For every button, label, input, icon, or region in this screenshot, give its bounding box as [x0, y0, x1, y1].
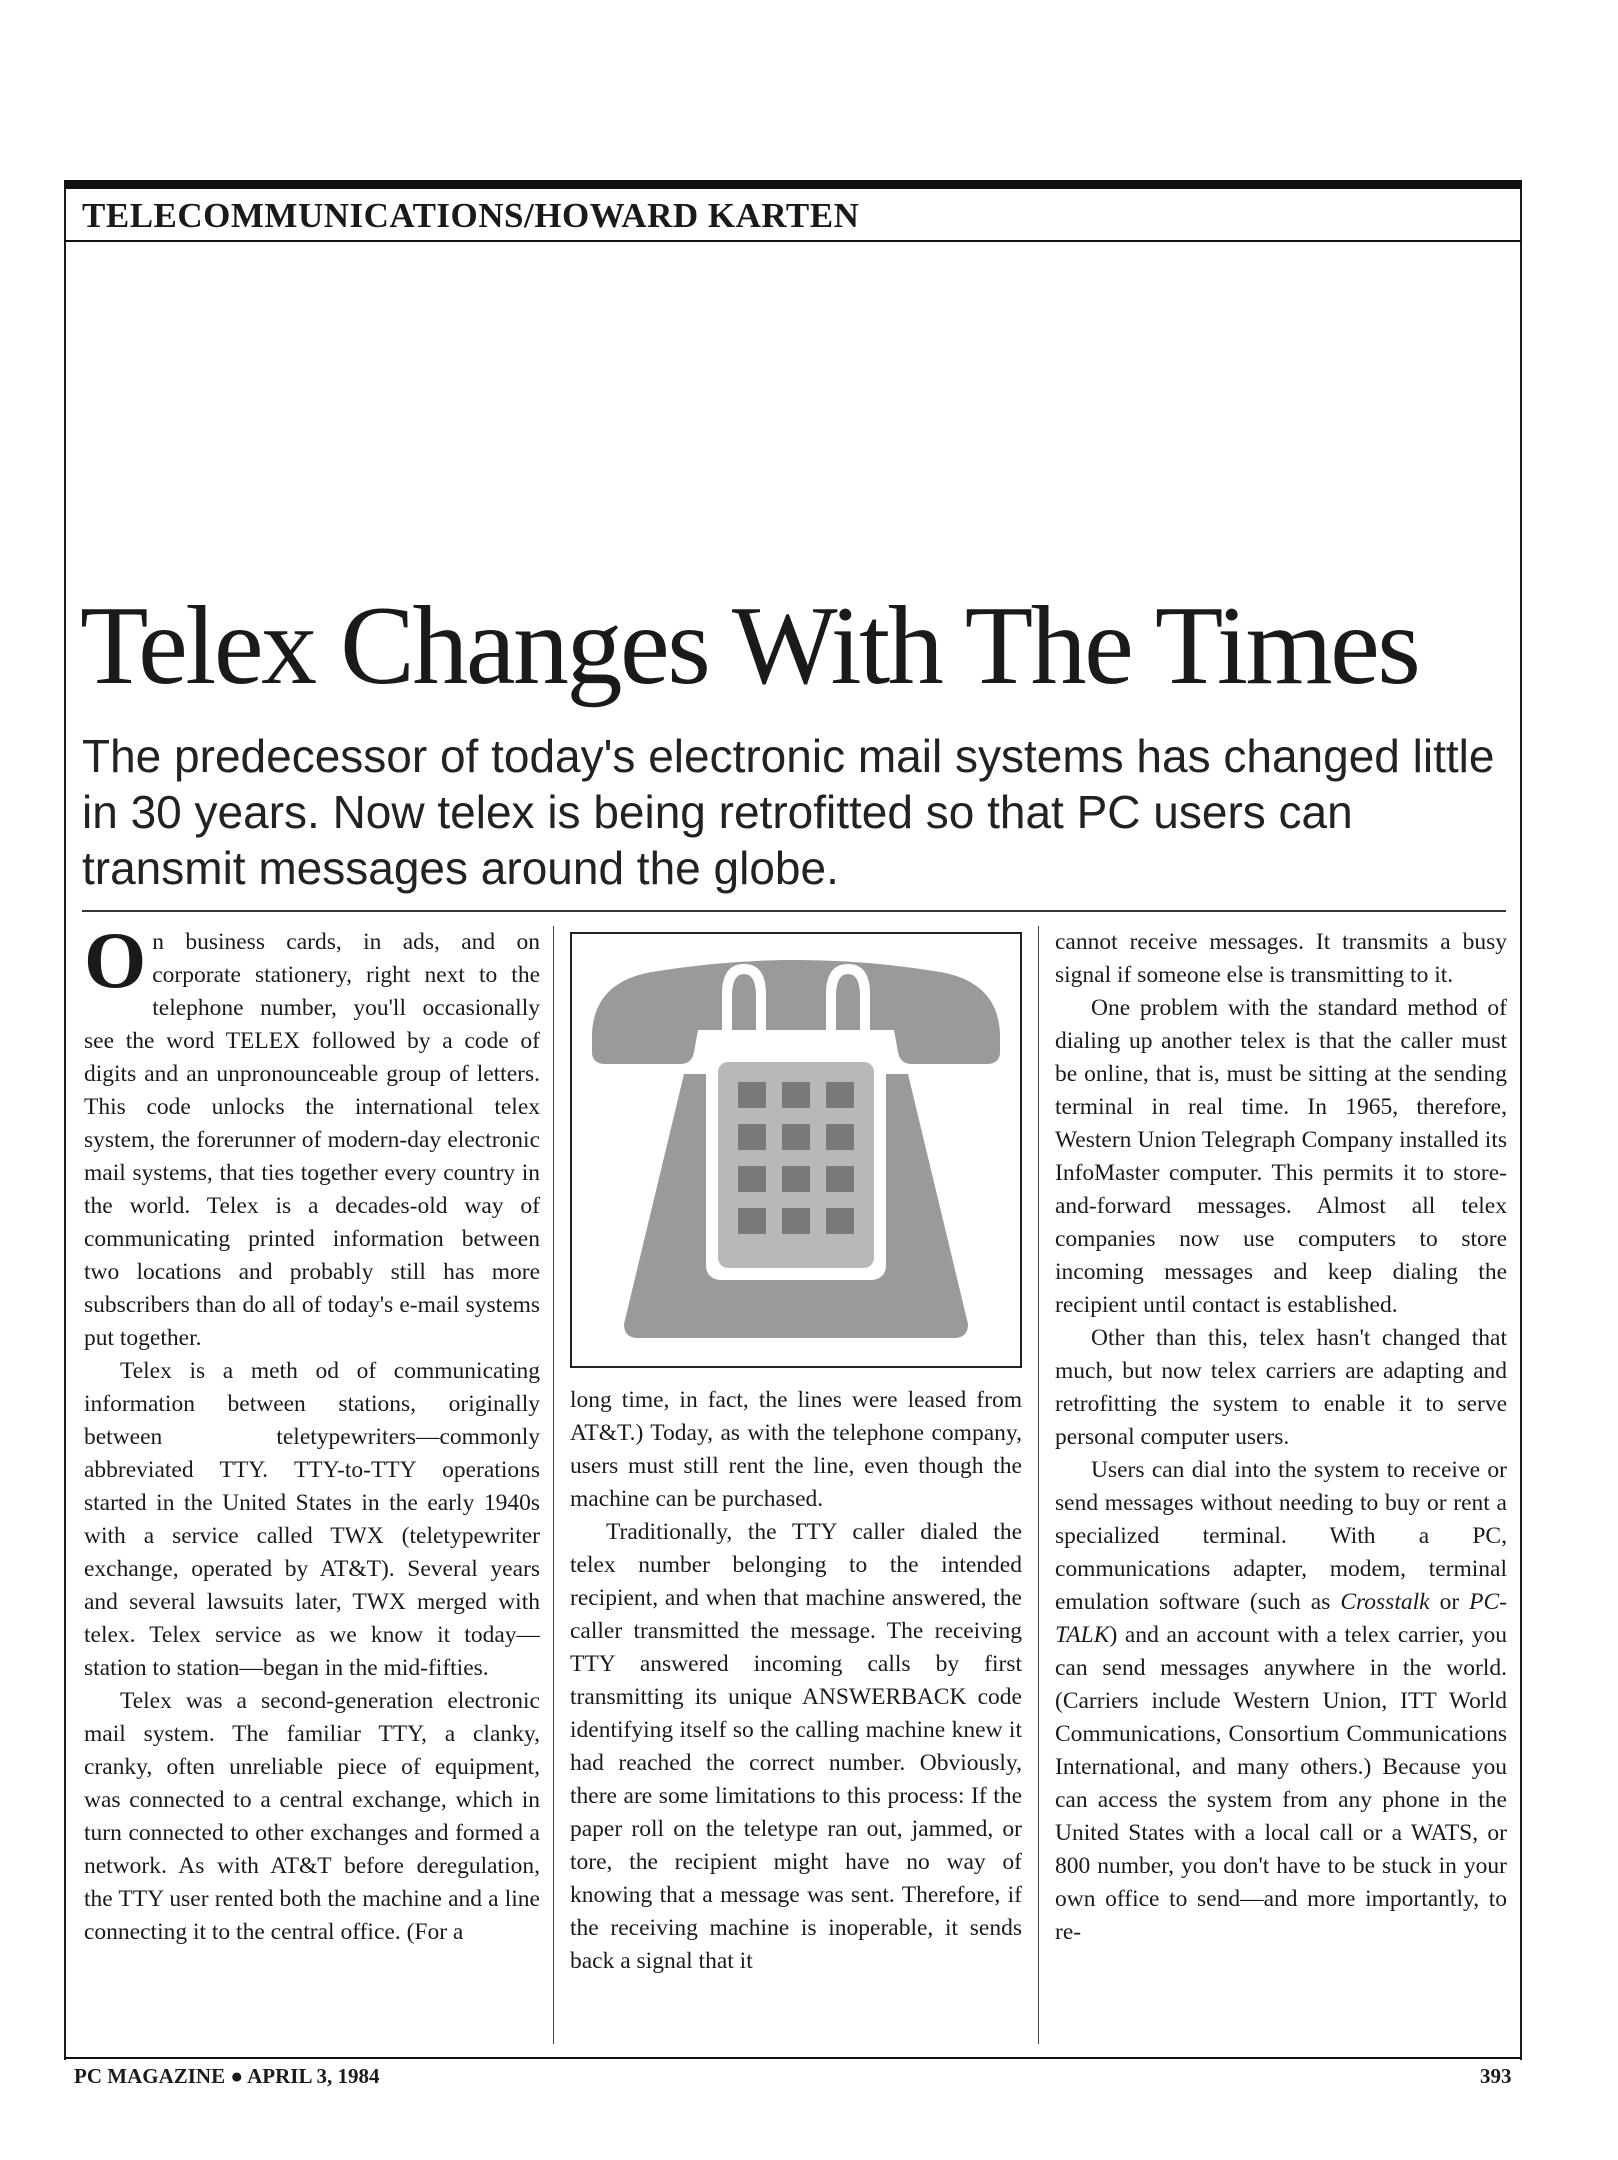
paragraph: cannot receive messages. It transmits a busy signal if someone else is transmitting to it. — [1055, 929, 1507, 988]
paragraph: Telex is a meth od of communicating information between stations, originally between teletypewriters—commonly abbreviated TTY. TTY-to-TTY operations started in the United States in the early 1940s with a service called TWX (teletypewriter exchange, operated by AT&T). Several years and several lawsuits later, TWX merged with telex. Telex service as we know it today—station to station—began in the mid-fifties. — [84, 1358, 540, 1681]
paragraph: Users can dial into the system to receive or send messages without needing to buy or rent a specialized terminal. With a PC, communications adapter, modem, terminal emulation software (such as Crosstalk or PC-TALK) and an account with a telex carrier, you can send messages anywhere in the world. (Carriers include Western Union, ITT World Communications, Consortium Communications International, and many others.) Because you can access the system from any phone in the United States with a local call or a WATS, or 800 number, you don't have to be stuck in your own office to send—and more importantly, to re- — [1055, 1457, 1507, 1945]
column-3 — [1055, 926, 1507, 2048]
paragraph: Other than this, telex hasn't changed that much, but now telex carriers are adapting and retrofitting the system to enable it to serve personal computer users. — [1055, 1325, 1507, 1450]
department-header: TELECOMMUNICATIONS/HOWARD KARTEN — [82, 196, 860, 235]
article-title: Telex Changes With The Times — [80, 584, 1419, 708]
paragraph: long time, in fact, the lines were leased from AT&T.) Today, as with the telephone company, users must still rent the line, even though the machine can be purchased. — [570, 1387, 1022, 1512]
deck-rule — [82, 910, 1506, 912]
paragraph: Telex was a second-generation electronic mail system. The familiar TTY, a clanky, cranky, often unreliable piece of equipment, was connected to a central exchange, which in turn connected to other exchanges and formed a network. As with AT&T before deregulation, the TTY user rented both the machine and a line connecting it to the central office. (For a — [84, 1688, 540, 1945]
drop-cap: O — [84, 926, 147, 1005]
telephone-icon — [572, 934, 1020, 1366]
column-divider — [1038, 926, 1039, 2044]
paragraph: On business cards, in ads, and on corporate stationery, right next to the telephone number, you'll occasionally see the word TELEX followed by a code of digits and an unpronounceable group of letters. This code unlocks the international telex system, the forerunner of modern-day electronic mail systems, that ties together every country in the world. Telex is a decades-old way of communicating printed information between two locations and probably still has more subscribers than do all of today's e-mail systems put together. — [84, 926, 540, 1351]
page-number: 393 — [1480, 2064, 1512, 2088]
software-name: PC-TALK — [1055, 1589, 1507, 1648]
column-1 — [84, 926, 540, 2048]
software-name: Crosstalk — [1340, 1589, 1430, 1615]
column-divider — [553, 926, 554, 2044]
telephone-figure — [570, 932, 1022, 1368]
column-2 — [570, 1384, 1022, 2048]
header-rule — [64, 240, 1522, 242]
paragraph: One problem with the standard method of dialing up another telex is that the caller must be online, that is, must be sitting at the sending terminal in real time. In 1965, therefore, Western Union Telegraph Company installed its InfoMaster computer. This permits it to store-and-forward messages. Almost all telex companies now use computers to store incoming messages and keep dialing the recipient until contact is established. — [1055, 995, 1507, 1318]
article-deck: The predecessor of today's electronic mail systems has changed little in 30 years. Now telex is being retrofitted so that PC users can transmit messages around the globe. — [82, 730, 1495, 894]
paragraph: Traditionally, the TTY caller dialed the telex number belonging to the intended recipient, and when that machine answered, the caller transmitted the message. The receiving TTY answered incoming calls by first transmitting its unique ANSWERBACK code identifying itself so the calling machine knew it had reached the correct number. Obviously, there are some limitations to this process: If the paper roll on the teletype ran out, jammed, or tore, the recipient might have no way of knowing that a message was sent. Therefore, if the receiving machine is inoperable, it sends back a signal that it — [570, 1519, 1022, 1974]
footer-rule — [64, 2057, 1522, 2059]
top-rule — [64, 180, 1522, 189]
publication-footer: PC MAGAZINE ● APRIL 3, 1984 — [74, 2064, 380, 2088]
